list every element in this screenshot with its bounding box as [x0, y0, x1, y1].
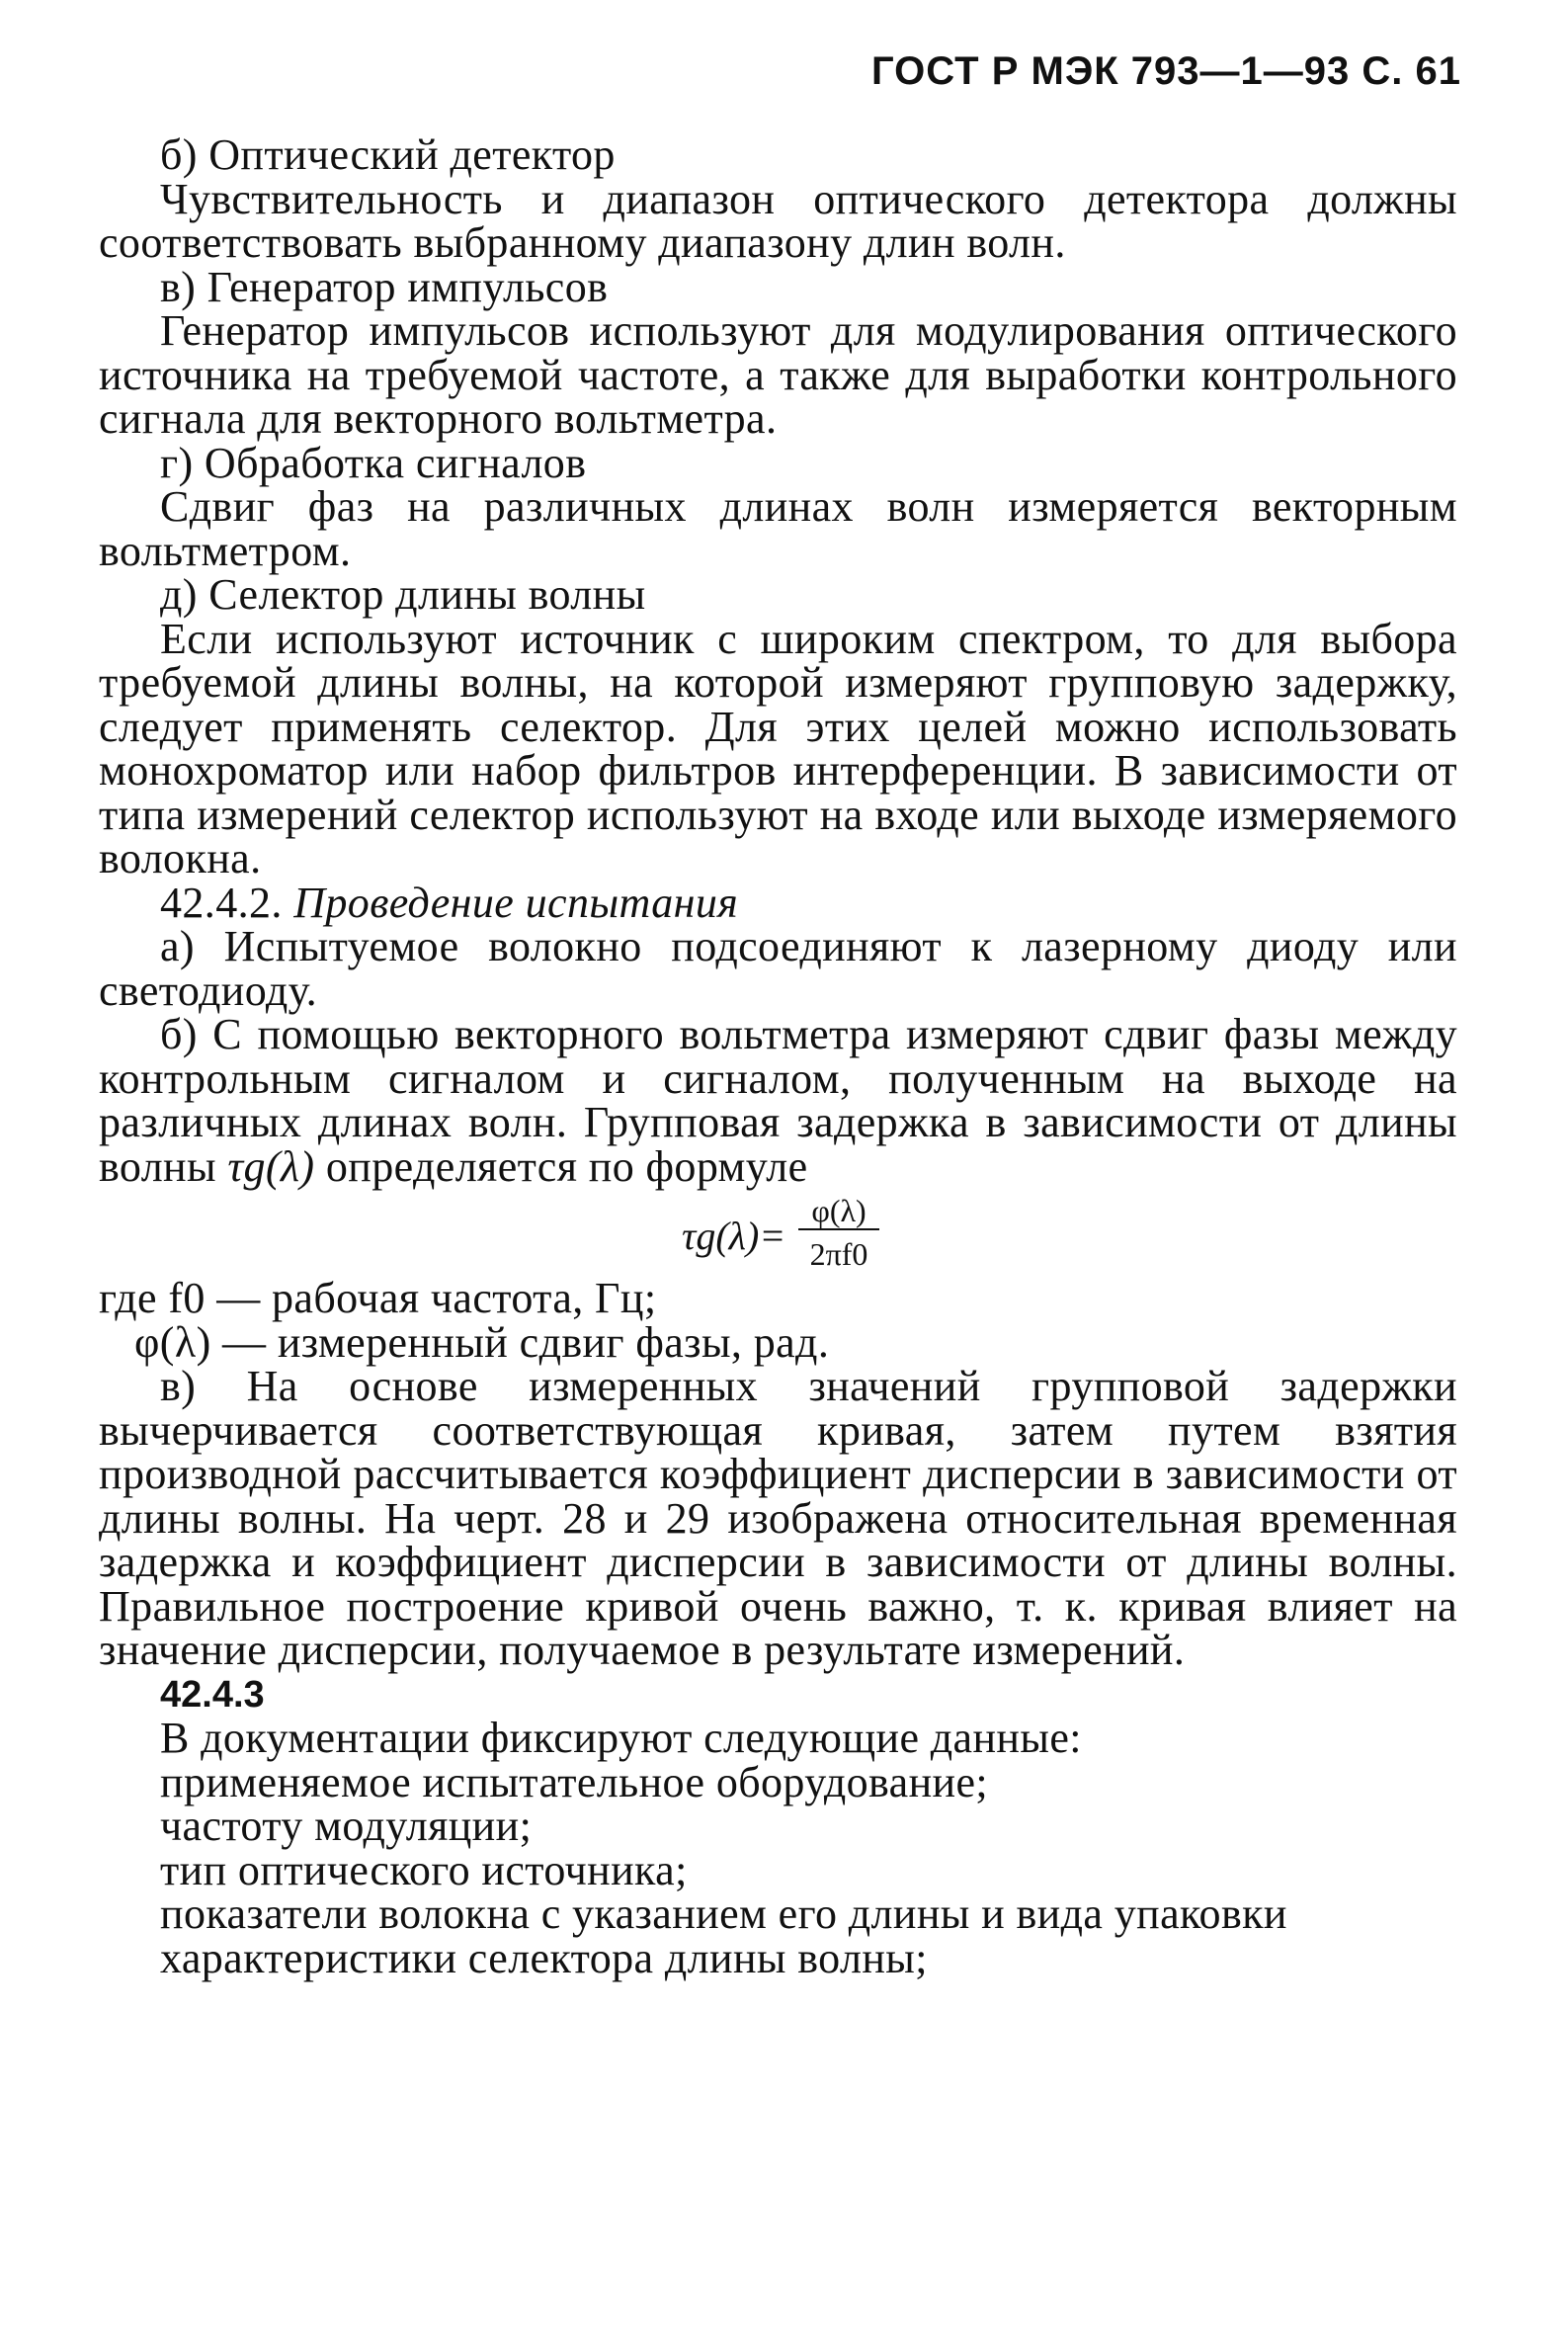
paragraph-optical-detector: Чувствительность и диапазон оптического детектора должны соответствовать выбранному диапазону длин волн. [99, 174, 1457, 267]
formula-lhs: τg(λ)= [682, 1214, 786, 1258]
documentation-list-item: показатели волокна с указанием его длины и вида упаковки [160, 1889, 1287, 1938]
section-heading-wavelength-selector: д) Селектор длины волны [160, 570, 646, 619]
definition-phi: φ(λ) — измеренный сдвиг фазы, рад. [134, 1317, 830, 1367]
procedure-b-text-end: определяется по формуле [325, 1141, 808, 1191]
section-heading-optical-detector: б) Оптический детектор [160, 130, 616, 179]
paragraph-wavelength-selector: Если используют источник с широким спектром, то для выбора требуемой длины волны, на которой измеряют групповую задержку, следует применять селектор. Для этих целей можно использовать монохроматор или набор фильтров интерференции. В зависимости от типа измерений селектор используют на входе или выходе измеряемого волокна. [99, 614, 1457, 882]
paragraph-signal-processing: Сдвиг фаз на различных длинах волн измеряется векторным вольтметром. [99, 482, 1457, 575]
documentation-list-item: частоту модуляции; [160, 1802, 533, 1850]
paragraph-procedure-a: а) Испытуемое волокно подсоединяют к лазерному диоду или светодиоду. [99, 922, 1457, 1015]
documentation-intro: В документации фиксируют следующие данные: [160, 1714, 1082, 1762]
paragraph-pulse-generator: Генератор импульсов используют для модулирования оптического источника на требуемой частоте, а также для выработки контрольного сигнала для векторного вольтметра. [99, 306, 1457, 443]
formula-denominator: 2πf0 [809, 1236, 868, 1272]
subsection-heading-procedure [99, 878, 1457, 927]
group-delay-formula [99, 1189, 1457, 1277]
section-heading-pulse-generator: в) Генератор импульсов [160, 262, 609, 311]
group-delay-symbol: τg(λ) [227, 1141, 315, 1191]
documentation-list-item: применяемое испытательное оборудование; [160, 1757, 989, 1806]
formula-numerator: φ(λ) [811, 1193, 867, 1228]
procedure-number: 42.4.2. [160, 878, 283, 927]
documentation-list-item: характеристики селектора длины волны; [160, 1933, 928, 1982]
definition-f0: где f0 — рабочая частота, Гц; [99, 1274, 657, 1322]
procedure-b-text: б) С помощью векторного вольтметра измеряют сдвиг фазы между контрольным сигналом и сигналом, полученным на выходе на различных длинах волн. Групповая задержка в зависимости от длины волны [99, 1010, 1457, 1191]
document-body [99, 130, 1457, 1982]
paragraph-procedure-b [99, 1010, 1457, 1191]
documentation-list-item: тип оптического источника; [160, 1845, 688, 1894]
fraction-bar [798, 1228, 879, 1230]
page-header: ГОСТ Р МЭК 793—1—93 С. 61 [871, 49, 1461, 93]
procedure-title: Проведение испытания [293, 878, 739, 927]
subsection-number-documentation: 42.4.3 [160, 1673, 265, 1716]
paragraph-procedure-v: в) На основе измеренных значений групповой задержки вычерчивается соответствующая кривая, затем путем взятия производной рассчитывается коэффициент дисперсии в зависимости от длины волны. На черт. 28 и 29 изображена относительная временная задержка и коэффициент дисперсии в зависимости от длины волны. Правильное построение кривой очень важно, т. к. кривая влияет на значение дисперсии, получаемое в результате измерений. [99, 1362, 1457, 1674]
section-heading-signal-processing: г) Обработка сигналов [160, 438, 587, 487]
